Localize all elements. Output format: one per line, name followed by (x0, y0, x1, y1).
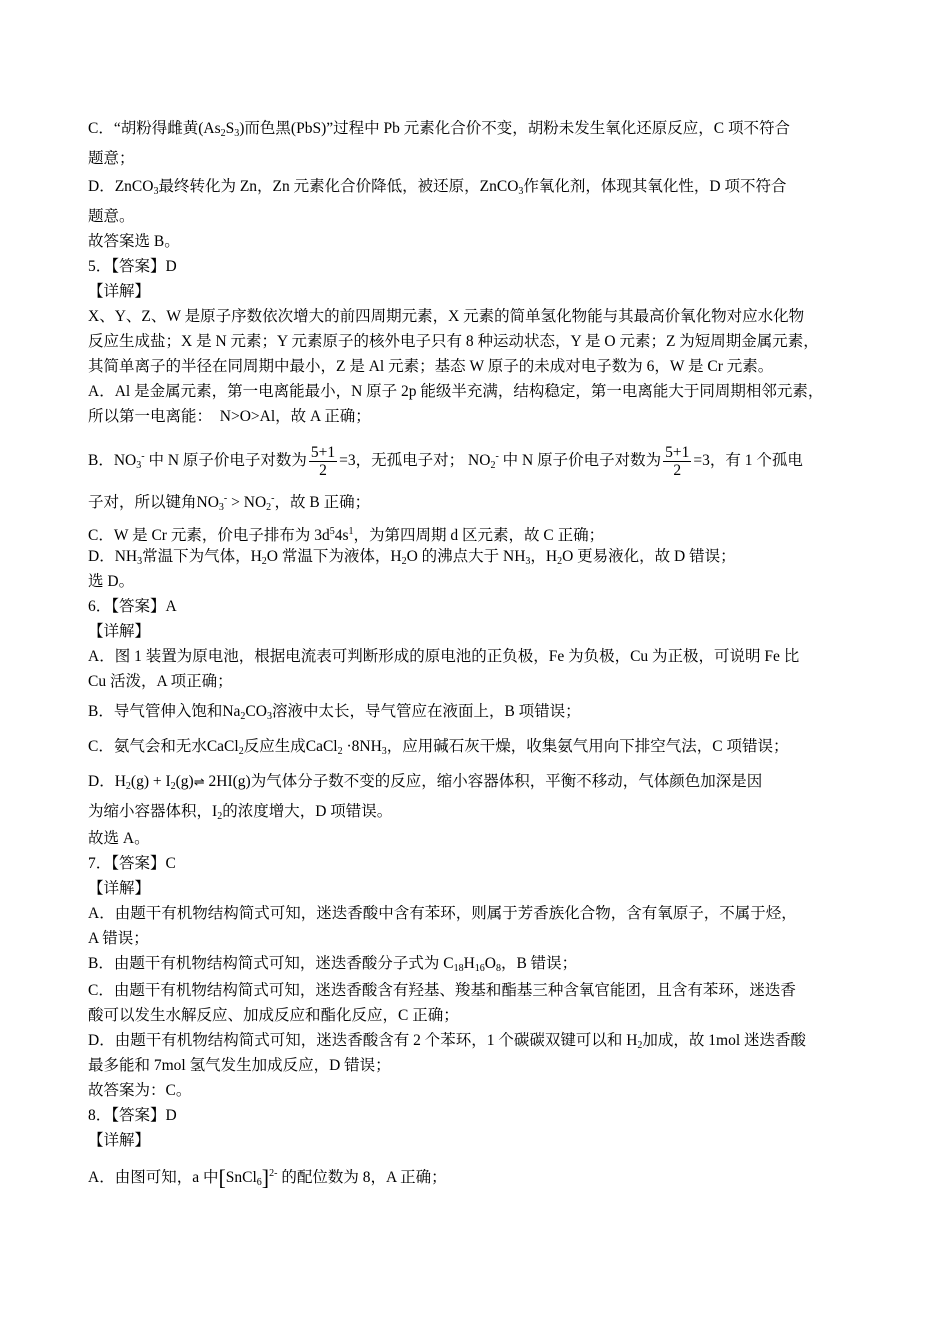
text-line: 子对，所以键角$NO_3^- > NO_2^-$，故 B 正确； (88, 493, 371, 513)
text-line: 故选 A。 (88, 830, 150, 847)
section-label: 【详解】 (88, 283, 151, 300)
text-line: 故答案为：C。 (88, 1082, 192, 1099)
text-line: 故答案选 B。 (88, 233, 180, 250)
section-label: 【详解】 (88, 623, 151, 640)
text-line: 题意； (88, 150, 135, 167)
answer-heading: 7．【答案】C (88, 855, 176, 872)
text-line: C．“胡粉得雌黄$(As_2S_3)$而色黑(PbS)”过程中 Pb 元素化合价不变，胡粉未发生氧化还原反应，C 项不符合 (88, 120, 790, 139)
formula-no2-ion: $NO_2^-$ (243, 493, 275, 513)
text-line: A．Al 是金属元素，第一电离能最小，N 原子 2p 能级半充满，结构稳定，第一电离能大于同周期相邻元素， (88, 383, 824, 400)
fraction: $\frac{5+1}{2}$ (665, 443, 690, 479)
formula-na2co3: $Na_2CO_3$ (222, 703, 272, 722)
text-line: 酸可以发生水解反应、加成反应和酯化反应，C 正确； (88, 1007, 459, 1024)
text-line: D．$NH_3$常温下为气体，$H_2O$ 常温下为液体，$H_2O$ 的沸点大于 $NH_3$，$H_2O$ 更易液化，故 D 错误； (88, 548, 736, 567)
text-line: D．$H_2(g)$ + $I_2(g)\rightleftharpoons$ 2HI(g)为气体分子数不变的反应，缩小容器体积，平衡不移动，气体颜色加深是因 (88, 773, 763, 792)
text-line: B．由题干有机物结构简式可知，迷迭香酸分子式为 $C_{18}H_{16}O_8$，B 错误； (88, 955, 578, 974)
section-label: 【详解】 (88, 880, 151, 897)
text-line: 其简单离子的半径在同周期中最小，Z 是 Al 元素；基态 W 原子的未成对电子数为 6，W 是 Cr 元素。 (88, 358, 774, 375)
formula-equilibrium: $H_2(g)$ + $I_2(g)\rightleftharpoons$ 2HI(g) (114, 773, 251, 792)
text-line: X、Y、Z、W 是原子序数依次增大的前四周期元素，X 元素的简单氢化物能与其最高价氧化物对应水化物 (88, 308, 805, 325)
text-line: A 错误； (88, 930, 149, 947)
formula-cacl2: CaCl$_2$ (206, 738, 244, 757)
text-line: D．ZnCO$_3$最终转化为 Zn，Zn 元素化合价降低，被还原，ZnCO$_3$作氧化剂，体现其氧化性，D 项不符合 (88, 178, 787, 197)
formula-no3-ion: $NO_3^-$ (113, 451, 145, 471)
text-line: A．由题干有机物结构简式可知，迷迭香酸中含有苯环，则属于芳香族化合物，含有氧原子，不属于烃， (88, 905, 797, 922)
text-line: A．由图可知，a 中[SnCl$_6$]$^{2-}$ 的配位数为 8，A 正确； (88, 1165, 447, 1190)
answer-heading: 5．【答案】D (88, 258, 177, 275)
text-line: C．W 是 Cr 元素，价电子排布为 $3d^54s^1$，为第四周期 d 区元素，故 C 正确； (88, 526, 605, 544)
formula-cacl2-8nh3: CaCl$_2$ $\cdot 8NH_3$ (305, 738, 387, 757)
text-line: Cu 活泼，A 项正确； (88, 673, 233, 690)
formula-znco3: ZnCO$_3$ (114, 178, 159, 197)
text-line: 所以第一电离能： N>O>Al，故 A 正确； (88, 408, 371, 425)
formula-no2-ion: $NO_2^-$ (468, 451, 499, 471)
answer-heading: 8．【答案】D (88, 1107, 177, 1124)
text-line: B．$NO_3^-$ 中 N 原子价电子对数为 $\frac{5+1}{2}$ =3，无孤电子对； $NO_2^-$ 中 N 原子价电子对数为 $\frac{5+1}{2}$ =3，有 1 个孤电 (88, 443, 803, 479)
formula-sncl6-ion: [SnCl$_6$]$^{2-}$ (218, 1165, 278, 1190)
text-line: 反应生成盐；X 是 N 元素；Y 元素原子的核外电子只有 8 种运动状态，Y 是 O 元素；Z 为短周期金属元素， (88, 333, 819, 350)
equilibrium-arrow-icon: ⇌ (193, 774, 205, 789)
text-line: 为缩小容器体积，$I_2$的浓度增大，D 项错误。 (88, 803, 393, 822)
formula-znco3: ZnCO$_3$ (479, 178, 524, 197)
text-line: 最多能和 7mol 氢气发生加成反应，D 错误； (88, 1057, 391, 1074)
fraction: $\frac{5+1}{2}$ (310, 443, 336, 479)
section-label: 【详解】 (88, 1132, 151, 1149)
formula-as2s3: $As_2S_3$ (203, 120, 240, 139)
formula-no3-ion: $NO_3^-$ (196, 493, 228, 513)
text-line: C．由题干有机物结构简式可知，迷迭香酸含有羟基、羧基和酯基三种含氧官能团，且含有苯环，迷迭香 (88, 982, 796, 999)
text-line: 题意。 (88, 208, 135, 225)
text-line: C．氨气会和无水CaCl$_2$反应生成CaCl$_2$ $\cdot 8NH_3$，应用碱石灰干燥，收集氨气用向下排空气法，C 项错误； (88, 738, 789, 757)
text-line: D．由题干有机物结构简式可知，迷迭香酸含有 2 个苯环，1 个碳碳双键可以和 $H_2$加成，故 1mol 迷迭香酸 (88, 1032, 807, 1051)
formula-i2: $I_2$ (212, 803, 223, 822)
text-line: 选 D。 (88, 573, 135, 590)
text-line: A．图 1 装置为原电池，根据电流表可判断形成的原电池的正负极，Fe 为负极，Cu 为正极，可说明 Fe 比 (88, 648, 800, 665)
answer-heading: 6．【答案】A (88, 598, 177, 615)
text-line: B．导气管伸入饱和$Na_2CO_3$溶液中太长，导气管应在液面上，B 项错误； (88, 703, 581, 722)
